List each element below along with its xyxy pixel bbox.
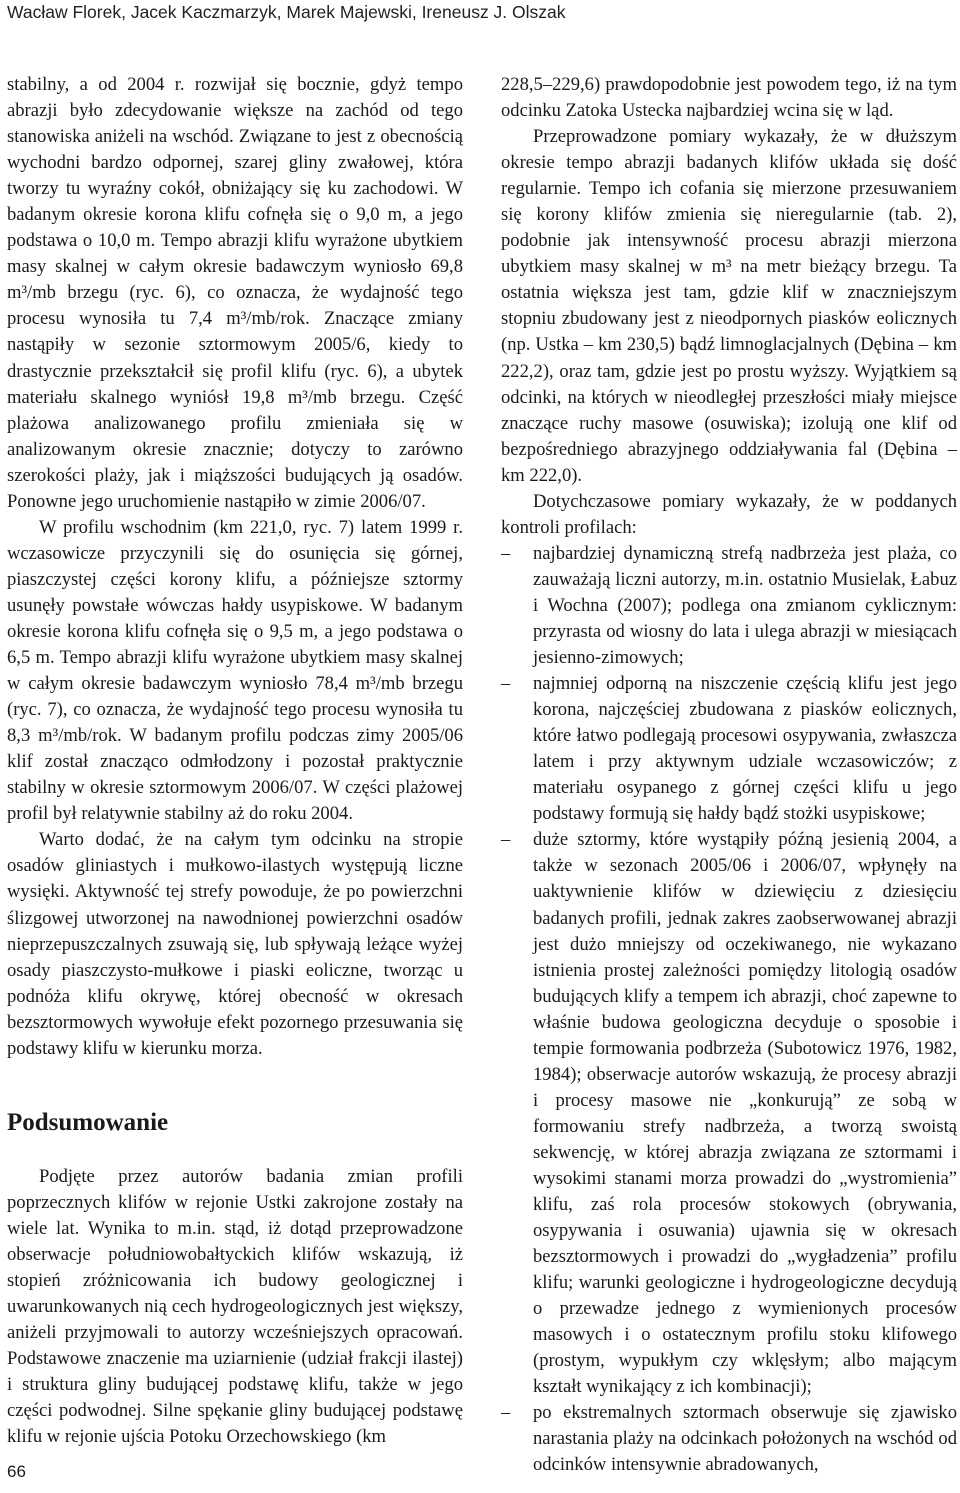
list-item bbox=[501, 541, 957, 671]
list-item bbox=[501, 827, 957, 1400]
list-item-text: duże sztormy, które wystąpiły późną jesienią 2004, a także w sezonach 2005/06 i 2006/07, wpłynęły na uaktywnienie klifów w dziewięciu z dziesięciu badanych profili, jednak zakres zaobserwowanej abrazji jest dużo mniejszy od oczekiwanego, nie wykazano istnienia prostej zależności pomiędzy litologią osadów budujących klify a tempem ich abrazji, choć zapewne to właśnie budowa geologiczna decyduje o sposobie i tempie formowania podbrzeża (Subotowicz 1976, 1982, 1984); obserwacje autorów wskazują, że procesy abrazji i procesy masowe nie „konkurują” ze sobą w formowaniu strefy nadbrzeża, a tworzą swoistą sekwencję, w której abrazja związana ze sztormami i wysokimi stanami morza prowadzi do „wystromienia” klifu, zaś rola procesów stokowych (obrywania, osypywania i osuwania) ujawnia się w okresach bezsztormowych i prowadzi do „wygładzenia” profilu klifu; warunki geologiczne i hydrogeologiczne decydują o przewadze jednego z wymienionych procesów masowych i o ostatecznym profilu stoku klifowego (prostym, wypukłym czy wklęsłym; albo mającym kształt wynikający z ich kombinacji); bbox=[533, 829, 957, 1398]
list-item bbox=[501, 671, 957, 827]
dash-marker: – bbox=[501, 1402, 511, 1424]
running-head-authors: Wacław Florek, Jacek Kaczmarzyk, Marek Majewski, Ireneusz J. Olszak bbox=[7, 2, 566, 22]
left-column bbox=[7, 72, 463, 1450]
body-paragraph: Warto dodać, że na całym tym odcinku na stropie osadów gliniastych i mułkowo-ilastych występują liczne wysięki. Aktywność tej strefy powoduje, że po powierzchni ślizgowej utworzonej na nawodnionej powierzchni osadów nieprzepuszczalnych zsuwają się, lub spływają leżące wyżej osady piaszczysto-mułkowe i piaski eoliczne, tworząc u podnóża klifu okrywę, której obecność w okresach bezsztormowych wywołuje efekt pozornego przesuwania się podstawy klifu w kierunku morza. bbox=[7, 829, 463, 1059]
list-item-text: najbardziej dynamiczną strefą nadbrzeża jest plaża, co zauważają liczni autorzy, m.in. ostatnio Musielak, Łabuz i Wochna (2007); podlega ona zmianom cyklicznym: przyrasta od wiosny do lata i ulega abrazji w miesiącach jesienno-zimowych; bbox=[533, 542, 957, 669]
summary-paragraph: Podjęte przez autorów badania zmian profili poprzecznych klifów w rejonie Ustki zakrojone zostały na wiele lat. Wynika to m.in. stąd, iż dotąd przeprowadzone obserwacje południowobałtyckich klifów wskazują, iż stopień zróżnicowania ich budowy geologicznej i uwarunkowanych nią cech hydrogeologicznych jest większy, aniżeli przyjmowali to autorzy wcześniejszych opracowań. Podstawowe znaczenie ma uziarnienie (udział frakcji ilastej) i struktura gliny budującej podstawę klifu, także w jego części podwodnej. Silne spękanie gliny budującej podstawę klifu w rejonie ujścia Potoku Orzechowskiego (km bbox=[7, 1165, 463, 1448]
dash-marker: – bbox=[501, 673, 511, 695]
body-paragraph: stabilny, a od 2004 r. rozwijał się bocznie, gdyż tempo abrazji było zdecydowanie większe na zachód od tego stanowiska aniżeli na wschód. Związane to jest z obecnością wychodni bardzo odpornej, szarej gliny zwałowej, która tworzy tu wyraźny cokół, obniżający się ku zachodowi. W badanym okresie korona klifu cofnęła się o 9,0 m, a jego podstawa o 10,0 m. Tempo abrazji klifu wyrażone ubytkiem masy skalnej w całym okresie badawczym wyniosło 69,8 m³/mb brzegu (ryc. 6), co oznacza, że wydajność tego procesu wynosiła tu 7,4 m³/mb/rok. Znaczące zmiany nastąpiły w sezonie sztormowym 2005/6, kiedy to drastycznie przekształcił się profil klifu (ryc. 6), a ubytek materiału skalnego wyniósł 19,8 m³/mb brzegu. Część plażowa analizowanego profilu zmieniała się w analizowanym okresie znacznie; dotyczy to zarówno szerokości plaży, jak i miąższości budujących ją osadów. Ponowne jego uruchomienie nastąpiło w zimie 2006/07. bbox=[7, 74, 463, 512]
page-number: 66 bbox=[7, 1462, 26, 1481]
list-item bbox=[501, 1400, 957, 1478]
body-paragraph: W profilu wschodnim (km 221,0, ryc. 7) latem 1999 r. wczasowicze przyczynili się do osunięcia się górnej, piaszczystej części korony klifu, a późniejsze sztormy usunęły powstałe wówczas hałdy usypiskowe. W badanym okresie korona klifu cofnęła się o 9,5 m, a jego podstawa o 6,5 m. Tempo abrazji klifu wyrażone ubytkiem masy skalnej w całym okresie badawczym wyniosło 78,4 m³/mb brzegu (ryc. 7), co oznacza, że wydajność tego procesu wynosiła tu 8,3 m³/mb/rok. W badanym profilu podczas zimy 2005/06 klif został znacząco odmłodzony i pozostał praktycznie stabilny w okresie sztormowym 2006/07. W części plażowej profil był relatywnie stabilny aż do roku 2004. bbox=[7, 516, 463, 825]
body-paragraph: 228,5–229,6) prawdopodobnie jest powodem tego, iż na tym odcinku Zatoka Ustecka najbardziej wcina się w ląd. bbox=[501, 74, 957, 122]
dash-marker: – bbox=[501, 542, 511, 564]
body-paragraph: Dotychczasowe pomiary wykazały, że w poddanych kontroli profilach: bbox=[501, 490, 957, 538]
section-heading: Podsumowanie bbox=[7, 1108, 169, 1136]
dash-marker: – bbox=[501, 829, 511, 851]
right-column bbox=[501, 72, 957, 1479]
list-item-text: po ekstremalnych sztormach obserwuje się zjawisko narastania plaży na odcinkach położonych na wschód od odcinków intensywnie abradowanych, bbox=[533, 1402, 957, 1476]
findings-list bbox=[501, 541, 957, 1479]
list-item-text: najmniej odporną na niszczenie częścią klifu jest jego korona, najczęściej zbudowana z piasków eolicznych, które łatwo podlegają procesowi osypywania, zwłaszcza latem i przy aktywnym udziale wczasowiczów; z materiału osypanego z górnej części klifu u jego podstawy formują się hałdy bądź stożki usypiskowe; bbox=[533, 673, 957, 825]
body-paragraph: Przeprowadzone pomiary wykazały, że w dłuższym okresie tempo abrazji badanych klifów układa się dość regularnie. Tempo ich cofania się mierzone przesuwaniem się korony klifów zmienia się nieregularnie (tab. 2), podobnie jak intensywność procesu abrazji mierzona ubytkiem masy skalnej w m³ na metr bieżący brzegu. Ta ostatnia większa jest tam, gdzie klif w znaczniejszym stopniu zbudowany jest z nieodpornych piasków eolicznych (np. Ustka – km 230,5) bądź limnoglacjalnych (Dębina – km 222,2), oraz tam, gdzie jest po prostu wyższy. Wyjątkiem są odcinki, na których w nieodległej przeszłości miały miejsce znaczące ruchy masowe (osuwiska); izolują one klif od bezpośredniego abrazyjnego oddziaływania fal (Dębina – km 222,0). bbox=[501, 126, 957, 486]
